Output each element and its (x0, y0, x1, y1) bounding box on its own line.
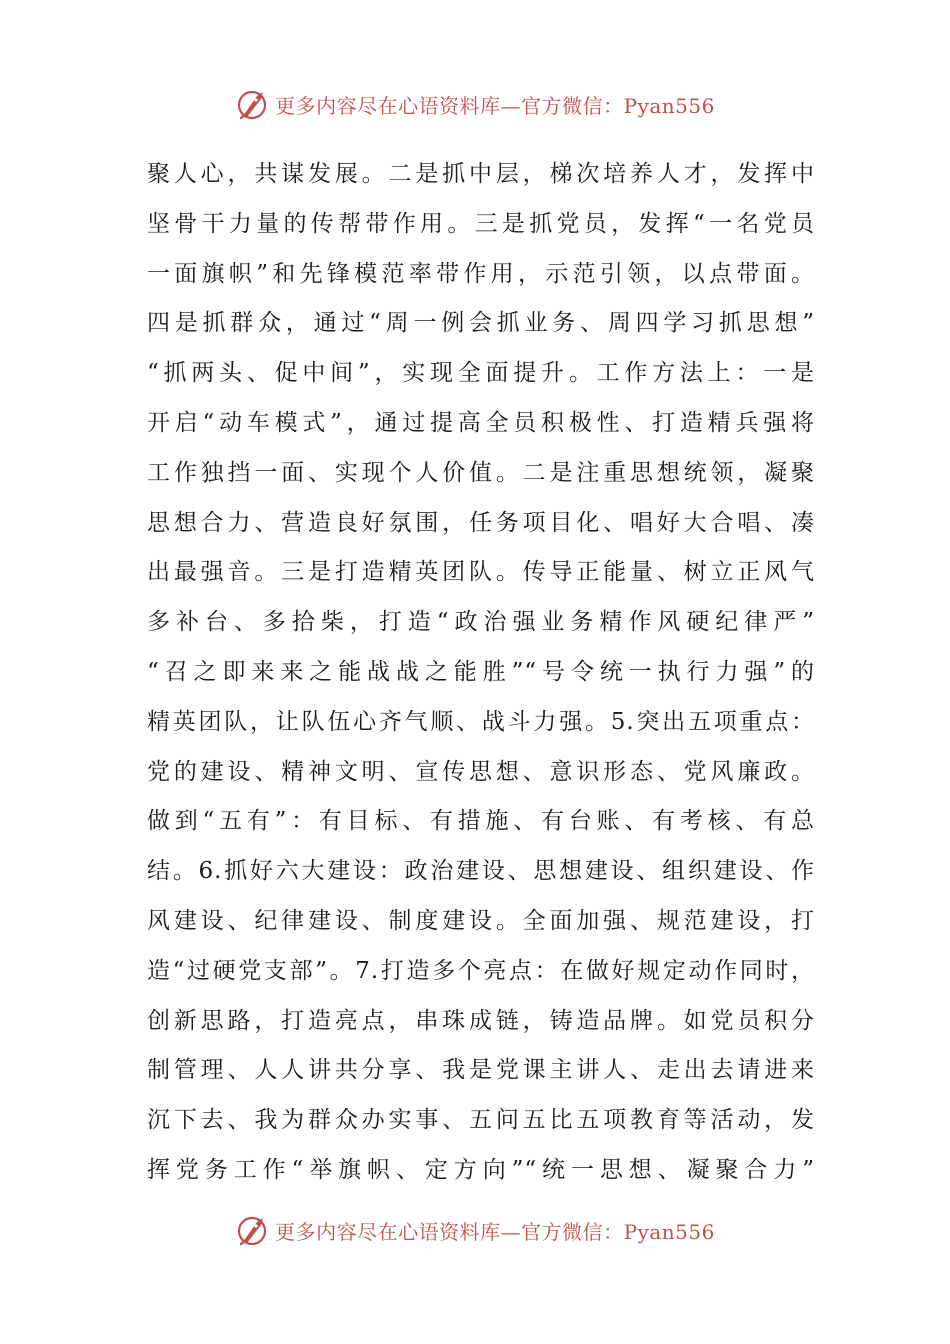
body-line: 四是抓群众，通过“周一例会抓业务、周四学习抓思想” (147, 310, 815, 337)
body-line: 党的建设、精神文明、宣传思想、意识形态、党风廉政。 (147, 758, 815, 785)
body-line: 出最强音。三是打造精英团队。传导正能量、树立正风气 (147, 559, 815, 586)
body-line: 挥党务工作“举旗帜、定方向”“统一思想、凝聚合力” (147, 1156, 815, 1183)
pen-nib-circle-icon (235, 1212, 271, 1248)
body-line: 精英团队，让队伍心齐气顺、战斗力强。5.突出五项重点： (147, 708, 815, 735)
body-line: 结。6.抓好六大建设：政治建设、思想建设、组织建设、作 (147, 858, 815, 885)
body-line: 多补台、多拾柴，打造“政治强业务精作风硬纪律严” (147, 609, 815, 636)
body-line: 制管理、人人讲共分享、我是党课主讲人、走出去请进来 (147, 1057, 815, 1084)
body-line: 做到“五有”：有目标、有措施、有台账、有考核、有总 (147, 808, 815, 835)
pen-nib-circle-icon (235, 86, 271, 122)
body-line: 开启“动车模式”，通过提高全员积极性、打造精兵强将 (147, 409, 815, 436)
body-line: 沉下去、我为群众办实事、五问五比五项教育等活动，发 (147, 1107, 815, 1134)
header-text: 更多内容尽在心语资料库—官方微信：Pyan556 (275, 93, 715, 118)
body-line: “召之即来来之能战战之能胜”“号令统一执行力强”的 (147, 658, 815, 685)
body-line: 造“过硬党支部”。7.打造多个亮点：在做好规定动作同时， (147, 957, 815, 984)
footer-text: 更多内容尽在心语资料库—官方微信：Pyan556 (275, 1219, 715, 1244)
footer-banner (0, 1210, 950, 1250)
document-body (147, 150, 815, 1196)
body-line: 创新思路，打造亮点，串珠成链，铸造品牌。如党员积分 (147, 1007, 815, 1034)
header-banner (0, 84, 950, 124)
body-line: 工作独挡一面、实现个人价值。二是注重思想统领，凝聚 (147, 459, 815, 486)
body-line: 风建设、纪律建设、制度建设。全面加强、规范建设，打 (147, 907, 815, 934)
body-line: 聚人心，共谋发展。二是抓中层，梯次培养人才，发挥中 (147, 161, 815, 187)
body-line: 一面旗帜”和先锋模范率带作用，示范引领，以点带面。 (147, 260, 815, 287)
body-line: 坚骨干力量的传帮带作用。三是抓党员，发挥“一名党员 (147, 210, 815, 237)
body-line: 思想合力、营造良好氛围，任务项目化、唱好大合唱、凑 (147, 509, 815, 536)
body-line: “抓两头、促中间”，实现全面提升。工作方法上：一是 (147, 360, 815, 387)
